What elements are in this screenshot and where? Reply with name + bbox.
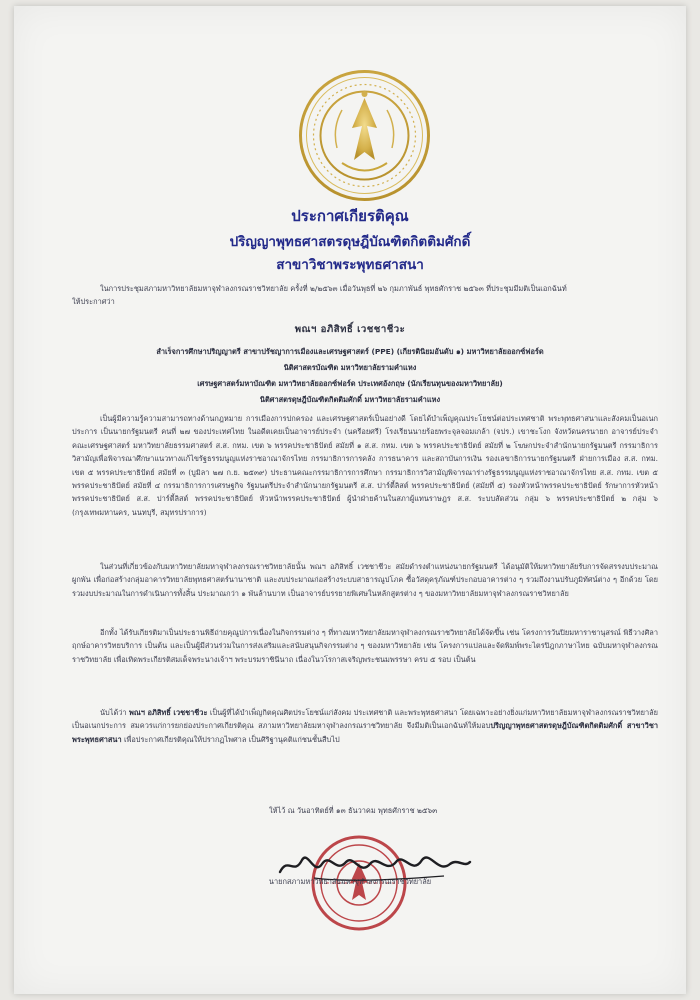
credential-item: นิติศาสตรบัณฑิต มหาวิทยาลัยรามคำแหง [283,363,417,372]
intro-line-1: ในการประชุมสภามหาวิทยาลัยมหาจุฬาลงกรณราชวิทยาลัย ครั้งที่ ๒/๒๕๖๓ เมื่อวันพุธที่ ๒๖ กุมภาพันธ์ พุทธศักราช ๒๕๖๓ ที่ประชุมมีมติเป็นเอกฉันท์ [100,284,567,293]
university-gold-seal-icon [297,68,432,203]
conclusion-prefix: นับได้ว่า [100,708,130,717]
paragraph-university-support: ในส่วนที่เกี่ยวข้องกับมหาวิทยาลัยมหาจุฬาลงกรณราชวิทยาลัยนั้น พณฯ อภิสิทธิ์ เวชชาชีวะ สมัยดำรงตำแหน่งนายกรัฐมนตรี ได้อนุมัติให้มหาวิทยาลัยรับการจัดสรรงบประมาณผูกพัน เพื่อก่อสร้างกลุ่มอาคารวิทยาลัยพุทธศาสตร์นานาชาติ และงบประมาณก่อสร้างระบบสาธารณูปโภค ซื้อวัสดุครุภัณฑ์ประกอบอาคารต่าง ๆ รวมถึงงานปรับภูมิทัศน์ต่าง ๆ อีกด้วย โดยรวมงบประมาณในการดำเนินการทั้งสิ้น ประมาณกว่า ๑ พันล้านบาท เป็นอาจารย์บรรยายพิเศษในหลักสูตรต่าง ๆ ของมหาวิทยาลัยมหาจุฬาลงกรณราชวิทยาลัย [72,562,658,598]
credential-item: สำเร็จการศึกษาปริญญาตรี สาขาปรัชญาการเมืองและเศรษฐศาสตร์ (PPE) (เกียรตินิยมอันดับ ๑) มหาวิทยาลัยออกซ์ฟอร์ด [156,347,544,356]
credential-item: นิติศาสตรดุษฎีบัณฑิตกิตติมศักดิ์ มหาวิทยาลัยรามคำแหง [259,395,441,404]
conclusion-degree: ปริญญาพุทธศาสตรดุษฎีบัณฑิตกิตติมศักดิ์ สาขาวิชาพระพุทธศาสนา [72,721,658,744]
signature-block [254,828,494,948]
degree-title: ปริญญาพุทธศาสตรดุษฎีบัณฑิตกิตติมศักดิ์ [229,234,471,250]
intro-paragraph [72,282,658,309]
conclusion-recipient-name: พณฯ อภิสิทธิ์ เวชชาชีวะ [129,708,208,717]
paragraph-conclusion [72,706,658,746]
credential-item: เศรษฐศาสตร์มหาบัณฑิต มหาวิทยาลัยออกซ์ฟอร์ด ประเทศอังกฤษ (นักเรียนทุนของมหาวิทยาลัย) [197,379,503,388]
conclusion-suffix: เพื่อประกาศเกียรติคุณให้ปรากฏไพศาล เป็นศิริฐานุคติแก่ชนชั้นสืบไป [121,734,340,744]
certificate-title: ประกาศเกียรติคุณ [291,207,409,225]
signer-title: นายกสภามหาวิทยาลัยมหาจุฬาลงกรณราชวิทยาลัย [268,877,432,886]
intro-line-2: ให้ประกาศว่า [72,297,115,307]
recipient-block [14,323,686,336]
paragraph-activities: อีกทั้ง ได้รับเกียรติมาเป็นประธานพิธีถ่ายคุณูปการเนื่องในกิจกรรมต่าง ๆ ที่ทางมหาวิทยาลัยมหาจุฬาลงกรณราชวิทยาลัยได้จัดขึ้น เช่น โครงการวันปิยมหาราชานุสรณ์ พิธีวางศิลาฤกษ์อาคารวิทยบริการ เป็นต้น และเป็นผู้มีส่วนร่วมในการส่งเสริมและสนับสนุนกิจกรรมต่าง ๆ ของมหาวิทยาลัย เช่น โครงการแปลและจัดพิมพ์พระไตรปิฎกภาษาไทย ฉบับมหาจุฬาลงกรณราชวิทยาลัย เพื่อเทิดพระเกียรติสมเด็จพระนางเจ้าฯ พระบรมราชินีนาถ เนื่องในวโรกาสเจริญพระชนมพรรษา ครบ ๕ รอบ เป็นต้น [72,628,658,664]
paragraph-biography: เป็นผู้มีความรู้ความสามารถทางด้านกฎหมาย การเมืองการปกครอง และเศรษฐศาสตร์เป็นอย่างดี โดยได้บำเพ็ญคุณประโยชน์ต่อประเทศชาติ พระพุทธศาสนาและสังคมเป็นอเนกประการ เป็นนายกรัฐมนตรี คนที่ ๒๗ ของประเทศไทย ในอดีตเคยเป็นอาจารย์ประจำ (นครีอยศรี) โรงเรียนนายร้อยพระจุลจอมเกล้า (จปร.) เขาชะโงก จังหวัดนครนายก อาจารย์ประจำคณะเศรษฐศาสตร์ มหาวิทยาลัยธรรมศาสตร์ ส.ส. กทม. เขต ๖ พรรคประชาธิปัตย์ สมัยที่ ๑ ส.ส. กทม. เขต ๖ พรรคประชาธิปัตย์ สมัยที่ ๒ โฆษกประจำสำนักนายกรัฐมนตรี กรรมาธิการวิสามัญเพื่อพิจารณาศึกษาแนวทางแก้ไขรัฐธรรมนูญแห่งราชอาณาจักรไทย กรรมาธิการการคลัง การธนาคาร และสถาบันการเงิน รองเลขาธิการนายกรัฐมนตรี ฝ่ายการเมือง ส.ส. กทม. เขต ๕ พรรคประชาธิปัตย์ สมัยที่ ๓ (บูมิลา ๒๗ ก.ย. ๒๕๓๙) ประธานคณะกรรมาธิการการศึกษา กรรมาธิการวิสามัญพิจารณาร่างรัฐธรรมนูญแห่งราชอาณาจักรไทย ส.ส. กทม. เขต ๕ พรรคประชาธิปัตย์ สมัยที่ ๔ กรรมาธิการการเศรษฐกิจ รัฐมนตรีประจำสำนักนายกรัฐมนตรี ส.ส. ปาร์ตี้ลิสต์ พรรคประชาธิปัตย์ (สมัยที่ ๕) รองหัวหน้าพรรคประชาธิปัตย์ รักษาการหัวหน้าพรรคประชาธิปัตย์ ส.ส. ปาร์ตี้ลิสต์ พรรคประชาธิปัตย์ หัวหน้าพรรคประชาธิปัตย์ ผู้นำฝ่ายค้านในสภาผู้แทนราษฎร ส.ส. ระบบสัดส่วน กลุ่ม ๖ พรรคประชาธิปัตย์ ๒ กลุ่ม ๖ (กรุงเทพมหานคร, นนทบุรี, สมุทรปราการ) [72,414,658,517]
certificate-page [14,6,686,994]
date-line: ให้ไว้ ณ วันอาทิตย์ที่ ๑๓ ธันวาคม พุทธศักราช ๒๕๖๓ [269,806,438,815]
recipient-name: พณฯ อภิสิทธิ์ เวชชาชีวะ [294,324,406,335]
field-title: สาขาวิชาพระพุทธศาสนา [276,257,424,273]
conclusion-middle: เป็นผู้ที่ได้บำเพ็ญกิตคุณศิตประโยชน์แก่สังคม ประเทศชาติ และพระพุทธศาสนา โดยเฉพาะอย่างยิ่งแก่มหาวิทยาลัยมหาจุฬาลงกรณราชวิทยาลัย เป็นอเนกประการ สมควรแก่การยกย่องประกาศเกียรติคุณ สภามหาวิทยาลัยมหาจุฬาลงกรณราชวิทยาลัย จึงมีมติเป็นเอกฉันท์ให้มอบ [72,708,658,731]
credentials-list [14,344,686,408]
